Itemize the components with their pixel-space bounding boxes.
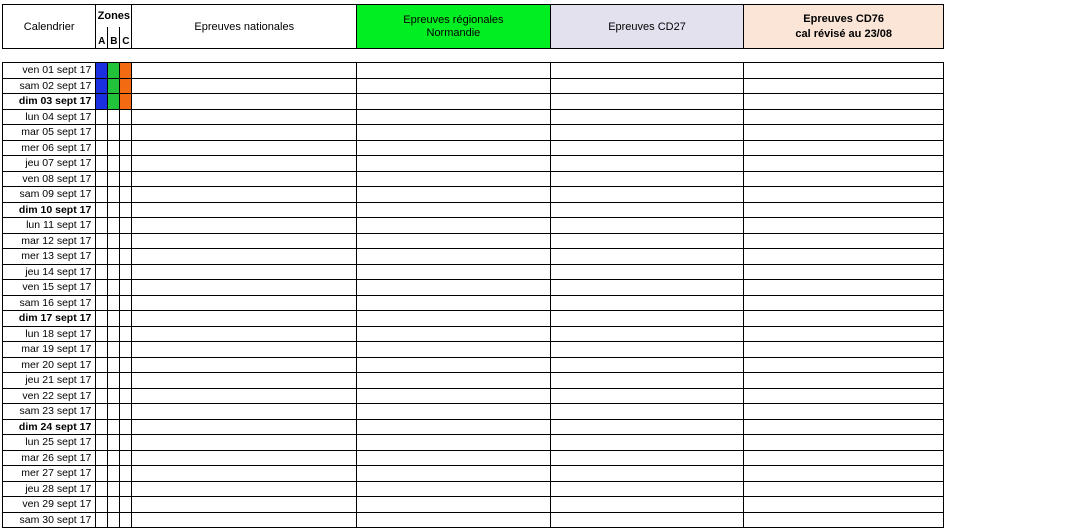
national-cell[interactable] (132, 466, 357, 482)
zone-a-cell[interactable] (96, 388, 108, 404)
zone-c-cell[interactable] (120, 342, 132, 358)
date-cell[interactable]: mar 26 sept 17 (3, 450, 96, 466)
cd76-cell[interactable] (744, 63, 944, 79)
cd27-cell[interactable] (550, 311, 744, 327)
header-cd27: Epreuves CD27 (550, 5, 744, 49)
date-cell[interactable]: mer 20 sept 17 (3, 357, 96, 373)
national-cell[interactable] (132, 295, 357, 311)
cd76-cell[interactable] (744, 466, 944, 482)
zone-b-cell[interactable] (108, 187, 120, 203)
zone-c-cell[interactable] (120, 218, 132, 234)
zone-c-cell[interactable] (120, 187, 132, 203)
zone-b-cell[interactable] (108, 109, 120, 125)
cd27-cell[interactable] (550, 187, 744, 203)
date-cell[interactable]: mer 06 sept 17 (3, 140, 96, 156)
national-cell[interactable] (132, 156, 357, 172)
zone-b-cell[interactable] (108, 171, 120, 187)
zone-a-cell[interactable] (96, 202, 108, 218)
cd27-cell[interactable] (550, 373, 744, 389)
date-cell[interactable]: ven 08 sept 17 (3, 171, 96, 187)
cd27-cell[interactable] (550, 218, 744, 234)
zone-b-cell[interactable] (108, 311, 120, 327)
regional-cell[interactable] (357, 187, 551, 203)
table-row (3, 202, 944, 218)
date-cell[interactable]: lun 18 sept 17 (3, 326, 96, 342)
national-cell[interactable] (132, 388, 357, 404)
national-cell[interactable] (132, 264, 357, 280)
cd76-cell[interactable] (744, 311, 944, 327)
zone-c-cell[interactable] (120, 435, 132, 451)
zone-b-cell[interactable] (108, 125, 120, 141)
zone-c-cell[interactable] (120, 280, 132, 296)
regional-cell[interactable] (357, 156, 551, 172)
national-cell[interactable] (132, 94, 357, 110)
cd76-cell[interactable] (744, 94, 944, 110)
cd27-cell[interactable] (550, 342, 744, 358)
regional-cell[interactable] (357, 218, 551, 234)
table-row (3, 311, 944, 327)
zone-c-cell[interactable] (120, 466, 132, 482)
table-row (3, 326, 944, 342)
regional-cell[interactable] (357, 125, 551, 141)
cd27-cell[interactable] (550, 435, 744, 451)
date-cell[interactable]: sam 23 sept 17 (3, 404, 96, 420)
table-row (3, 295, 944, 311)
national-cell[interactable] (132, 78, 357, 94)
zone-b-cell[interactable] (108, 94, 120, 110)
table-row (3, 218, 944, 234)
zone-c-cell[interactable] (120, 357, 132, 373)
zone-a-cell[interactable] (96, 311, 108, 327)
regional-cell[interactable] (357, 94, 551, 110)
cd27-cell[interactable] (550, 404, 744, 420)
zone-c-cell[interactable] (120, 295, 132, 311)
cd76-cell[interactable] (744, 171, 944, 187)
zone-a-cell[interactable] (96, 140, 108, 156)
zone-b-cell[interactable] (108, 357, 120, 373)
zone-b-cell[interactable] (108, 295, 120, 311)
header-regional-line2: Normandie (426, 26, 481, 39)
table-row (3, 78, 944, 94)
zone-c-cell[interactable] (120, 404, 132, 420)
zone-a-cell[interactable] (96, 466, 108, 482)
zone-c-cell[interactable] (120, 481, 132, 497)
zone-a-cell[interactable] (96, 94, 108, 110)
cd76-cell[interactable] (744, 78, 944, 94)
date-cell[interactable]: jeu 21 sept 17 (3, 373, 96, 389)
national-cell[interactable] (132, 233, 357, 249)
zone-b-cell[interactable] (108, 481, 120, 497)
national-cell[interactable] (132, 125, 357, 141)
date-cell[interactable]: ven 15 sept 17 (3, 280, 96, 296)
date-cell[interactable]: ven 22 sept 17 (3, 388, 96, 404)
national-cell[interactable] (132, 435, 357, 451)
table-row (3, 404, 944, 420)
date-cell[interactable]: mar 19 sept 17 (3, 342, 96, 358)
table-row (3, 357, 944, 373)
cd76-cell[interactable] (744, 481, 944, 497)
cd76-cell[interactable] (744, 233, 944, 249)
cd76-cell[interactable] (744, 419, 944, 435)
date-cell[interactable]: dim 03 sept 17 (3, 94, 96, 110)
cd76-cell[interactable] (744, 404, 944, 420)
date-cell[interactable]: jeu 28 sept 17 (3, 481, 96, 497)
zone-b-cell[interactable] (108, 466, 120, 482)
zone-c-cell[interactable] (120, 109, 132, 125)
national-cell[interactable] (132, 202, 357, 218)
zone-b-cell[interactable] (108, 264, 120, 280)
date-cell[interactable]: sam 02 sept 17 (3, 78, 96, 94)
regional-cell[interactable] (357, 78, 551, 94)
cd76-cell[interactable] (744, 140, 944, 156)
date-cell[interactable]: lun 25 sept 17 (3, 435, 96, 451)
table-row (3, 140, 944, 156)
zone-a-cell[interactable] (96, 357, 108, 373)
cd76-cell[interactable] (744, 156, 944, 172)
regional-cell[interactable] (357, 311, 551, 327)
zone-b-cell[interactable] (108, 140, 120, 156)
zone-c-cell[interactable] (120, 63, 132, 79)
zone-c-cell[interactable] (120, 202, 132, 218)
date-cell[interactable]: sam 16 sept 17 (3, 295, 96, 311)
date-cell[interactable]: lun 04 sept 17 (3, 109, 96, 125)
regional-cell[interactable] (357, 419, 551, 435)
table-row (3, 94, 944, 110)
regional-cell[interactable] (357, 342, 551, 358)
cd76-cell[interactable] (744, 264, 944, 280)
regional-cell[interactable] (357, 202, 551, 218)
calendar-table (2, 62, 944, 528)
zone-b-cell[interactable] (108, 326, 120, 342)
zone-a-cell[interactable] (96, 233, 108, 249)
national-cell[interactable] (132, 311, 357, 327)
regional-cell[interactable] (357, 171, 551, 187)
national-cell[interactable] (132, 171, 357, 187)
cd27-cell[interactable] (550, 109, 744, 125)
zone-a-cell[interactable] (96, 497, 108, 513)
cd27-cell[interactable] (550, 233, 744, 249)
zone-a-cell[interactable] (96, 295, 108, 311)
zone-a-cell[interactable] (96, 156, 108, 172)
zone-b-cell[interactable] (108, 497, 120, 513)
national-cell[interactable] (132, 187, 357, 203)
zone-c-cell[interactable] (120, 419, 132, 435)
table-row (3, 342, 944, 358)
national-cell[interactable] (132, 280, 357, 296)
table-row (3, 264, 944, 280)
header-zone-b: B (108, 27, 120, 49)
zone-a-cell[interactable] (96, 342, 108, 358)
national-cell[interactable] (132, 109, 357, 125)
zone-c-cell[interactable] (120, 233, 132, 249)
date-cell[interactable]: dim 24 sept 17 (3, 419, 96, 435)
zone-c-cell[interactable] (120, 373, 132, 389)
national-cell[interactable] (132, 357, 357, 373)
table-row (3, 388, 944, 404)
cd27-cell[interactable] (550, 280, 744, 296)
zone-c-cell[interactable] (120, 388, 132, 404)
national-cell[interactable] (132, 63, 357, 79)
zone-a-cell[interactable] (96, 109, 108, 125)
zone-c-cell[interactable] (120, 171, 132, 187)
table-row (3, 187, 944, 203)
date-cell[interactable]: dim 10 sept 17 (3, 202, 96, 218)
zone-b-cell[interactable] (108, 280, 120, 296)
table-row (3, 481, 944, 497)
date-cell[interactable]: jeu 07 sept 17 (3, 156, 96, 172)
regional-cell[interactable] (357, 497, 551, 513)
cd76-cell[interactable] (744, 218, 944, 234)
table-row (3, 512, 944, 528)
zone-a-cell[interactable] (96, 512, 108, 528)
header-cd76-line2: cal révisé au 23/08 (795, 27, 892, 40)
regional-cell[interactable] (357, 466, 551, 482)
header-national: Epreuves nationales (132, 5, 357, 49)
national-cell[interactable] (132, 249, 357, 265)
cd76-cell[interactable] (744, 280, 944, 296)
cd27-cell[interactable] (550, 497, 744, 513)
cd27-cell[interactable] (550, 481, 744, 497)
cd76-cell[interactable] (744, 497, 944, 513)
regional-cell[interactable] (357, 140, 551, 156)
header-regional (357, 5, 551, 49)
cd27-cell[interactable] (550, 125, 744, 141)
regional-cell[interactable] (357, 404, 551, 420)
zone-a-cell[interactable] (96, 481, 108, 497)
cd76-cell[interactable] (744, 435, 944, 451)
table-row (3, 125, 944, 141)
regional-cell[interactable] (357, 435, 551, 451)
zone-a-cell[interactable] (96, 373, 108, 389)
cd27-cell[interactable] (550, 450, 744, 466)
national-cell[interactable] (132, 497, 357, 513)
cd76-cell[interactable] (744, 326, 944, 342)
regional-cell[interactable] (357, 63, 551, 79)
zone-a-cell[interactable] (96, 264, 108, 280)
cd76-cell[interactable] (744, 249, 944, 265)
national-cell[interactable] (132, 140, 357, 156)
date-cell[interactable]: jeu 14 sept 17 (3, 264, 96, 280)
table-row (3, 466, 944, 482)
zone-c-cell[interactable] (120, 311, 132, 327)
zone-c-cell[interactable] (120, 264, 132, 280)
zone-c-cell[interactable] (120, 78, 132, 94)
date-cell[interactable]: ven 01 sept 17 (3, 63, 96, 79)
cd76-cell[interactable] (744, 512, 944, 528)
cd76-cell[interactable] (744, 342, 944, 358)
zone-b-cell[interactable] (108, 218, 120, 234)
cd27-cell[interactable] (550, 264, 744, 280)
cd76-cell[interactable] (744, 388, 944, 404)
cd76-cell[interactable] (744, 373, 944, 389)
regional-cell[interactable] (357, 295, 551, 311)
zone-c-cell[interactable] (120, 450, 132, 466)
cd27-cell[interactable] (550, 249, 744, 265)
zone-a-cell[interactable] (96, 125, 108, 141)
national-cell[interactable] (132, 419, 357, 435)
zone-b-cell[interactable] (108, 342, 120, 358)
header-cd76-line1: Epreuves CD76 (803, 12, 885, 25)
zone-a-cell[interactable] (96, 78, 108, 94)
date-cell[interactable]: mer 13 sept 17 (3, 249, 96, 265)
zone-b-cell[interactable] (108, 233, 120, 249)
cd27-cell[interactable] (550, 171, 744, 187)
regional-cell[interactable] (357, 373, 551, 389)
table-row (3, 63, 944, 79)
table-row (3, 280, 944, 296)
cd76-cell[interactable] (744, 125, 944, 141)
zone-a-cell[interactable] (96, 63, 108, 79)
zone-b-cell[interactable] (108, 435, 120, 451)
cd27-cell[interactable] (550, 78, 744, 94)
cd27-cell[interactable] (550, 326, 744, 342)
cd76-cell[interactable] (744, 109, 944, 125)
calendar-body (3, 63, 944, 528)
national-cell[interactable] (132, 218, 357, 234)
zone-c-cell[interactable] (120, 125, 132, 141)
national-cell[interactable] (132, 373, 357, 389)
zone-b-cell[interactable] (108, 78, 120, 94)
table-row (3, 156, 944, 172)
zone-b-cell[interactable] (108, 156, 120, 172)
zone-c-cell[interactable] (120, 156, 132, 172)
zone-c-cell[interactable] (120, 512, 132, 528)
regional-cell[interactable] (357, 388, 551, 404)
header-cd76 (744, 5, 944, 49)
table-row (3, 109, 944, 125)
date-cell[interactable]: ven 29 sept 17 (3, 497, 96, 513)
zone-a-cell[interactable] (96, 187, 108, 203)
national-cell[interactable] (132, 326, 357, 342)
zone-b-cell[interactable] (108, 512, 120, 528)
calendar-header-table (2, 4, 944, 49)
regional-cell[interactable] (357, 450, 551, 466)
zone-b-cell[interactable] (108, 249, 120, 265)
zone-c-cell[interactable] (120, 326, 132, 342)
national-cell[interactable] (132, 404, 357, 420)
table-row (3, 497, 944, 513)
regional-cell[interactable] (357, 326, 551, 342)
zone-a-cell[interactable] (96, 404, 108, 420)
zone-a-cell[interactable] (96, 171, 108, 187)
zone-b-cell[interactable] (108, 373, 120, 389)
cd27-cell[interactable] (550, 295, 744, 311)
zone-c-cell[interactable] (120, 249, 132, 265)
header-calendar: Calendrier (3, 5, 96, 49)
zone-a-cell[interactable] (96, 326, 108, 342)
cd27-cell[interactable] (550, 388, 744, 404)
national-cell[interactable] (132, 342, 357, 358)
cd76-cell[interactable] (744, 202, 944, 218)
regional-cell[interactable] (357, 233, 551, 249)
zone-b-cell[interactable] (108, 450, 120, 466)
cd27-cell[interactable] (550, 466, 744, 482)
regional-cell[interactable] (357, 264, 551, 280)
zone-a-cell[interactable] (96, 218, 108, 234)
regional-cell[interactable] (357, 249, 551, 265)
cd27-cell[interactable] (550, 156, 744, 172)
national-cell[interactable] (132, 450, 357, 466)
cd27-cell[interactable] (550, 140, 744, 156)
table-row (3, 419, 944, 435)
cd27-cell[interactable] (550, 512, 744, 528)
date-cell[interactable]: dim 17 sept 17 (3, 311, 96, 327)
zone-b-cell[interactable] (108, 202, 120, 218)
regional-cell[interactable] (357, 481, 551, 497)
zone-b-cell[interactable] (108, 419, 120, 435)
header-zones: Zones (96, 5, 132, 27)
national-cell[interactable] (132, 512, 357, 528)
table-row (3, 233, 944, 249)
zone-c-cell[interactable] (120, 140, 132, 156)
table-row (3, 435, 944, 451)
zone-c-cell[interactable] (120, 497, 132, 513)
table-row (3, 450, 944, 466)
date-cell[interactable]: lun 11 sept 17 (3, 218, 96, 234)
zone-b-cell[interactable] (108, 388, 120, 404)
table-row (3, 373, 944, 389)
zone-a-cell[interactable] (96, 419, 108, 435)
date-cell[interactable]: mar 12 sept 17 (3, 233, 96, 249)
regional-cell[interactable] (357, 512, 551, 528)
zone-a-cell[interactable] (96, 280, 108, 296)
zone-a-cell[interactable] (96, 249, 108, 265)
table-row (3, 171, 944, 187)
national-cell[interactable] (132, 481, 357, 497)
date-cell[interactable]: mar 05 sept 17 (3, 125, 96, 141)
header-zone-a: A (96, 27, 108, 49)
zone-b-cell[interactable] (108, 63, 120, 79)
zone-a-cell[interactable] (96, 435, 108, 451)
regional-cell[interactable] (357, 357, 551, 373)
regional-cell[interactable] (357, 280, 551, 296)
cd76-cell[interactable] (744, 295, 944, 311)
cd27-cell[interactable] (550, 419, 744, 435)
cd27-cell[interactable] (550, 357, 744, 373)
cd27-cell[interactable] (550, 94, 744, 110)
header-regional-line1: Epreuves régionales (403, 13, 504, 26)
zone-c-cell[interactable] (120, 94, 132, 110)
date-cell[interactable]: sam 30 sept 17 (3, 512, 96, 528)
header-zone-c: C (120, 27, 132, 49)
regional-cell[interactable] (357, 109, 551, 125)
table-row (3, 249, 944, 265)
cd76-cell[interactable] (744, 450, 944, 466)
zone-b-cell[interactable] (108, 404, 120, 420)
cd76-cell[interactable] (744, 187, 944, 203)
cd27-cell[interactable] (550, 63, 744, 79)
date-cell[interactable]: sam 09 sept 17 (3, 187, 96, 203)
cd76-cell[interactable] (744, 357, 944, 373)
cd27-cell[interactable] (550, 202, 744, 218)
date-cell[interactable]: mer 27 sept 17 (3, 466, 96, 482)
zone-a-cell[interactable] (96, 450, 108, 466)
